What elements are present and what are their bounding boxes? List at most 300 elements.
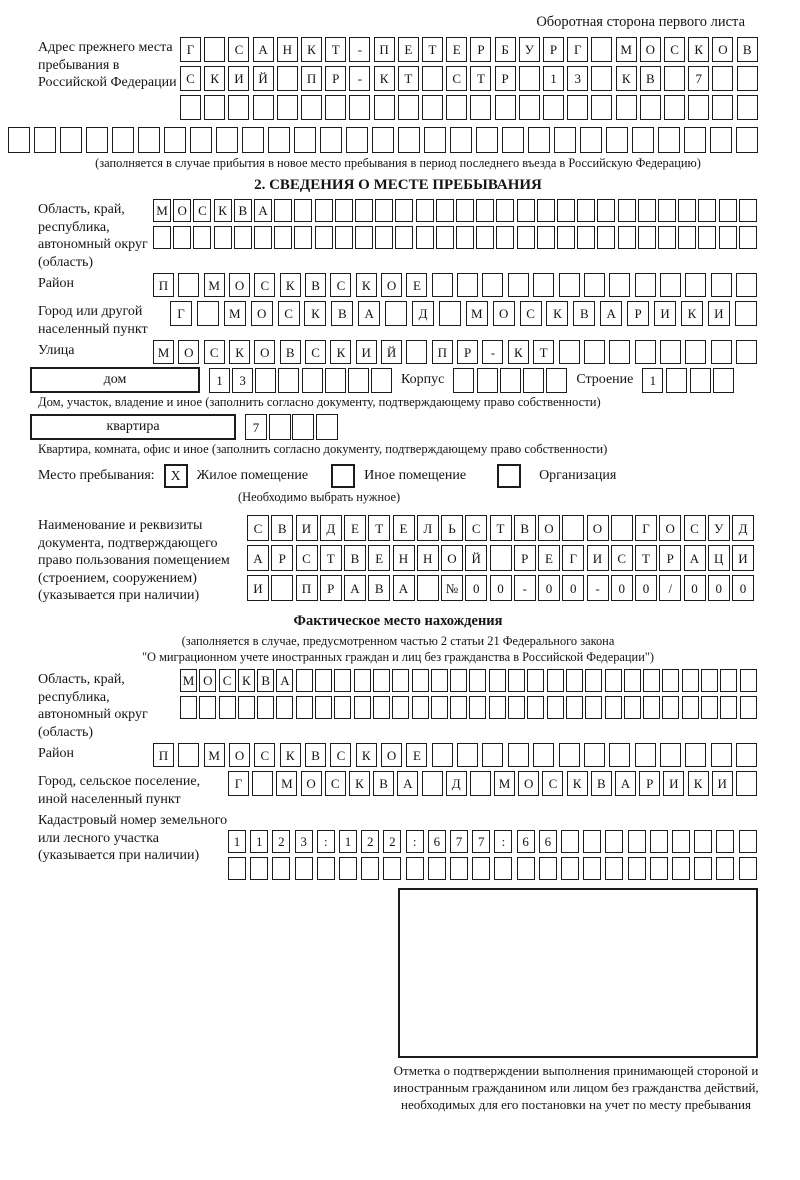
char-cell [685, 743, 706, 767]
char-cell [640, 95, 661, 120]
char-cell: В [514, 515, 536, 541]
char-cell [583, 857, 601, 880]
char-cell [257, 696, 274, 719]
char-cell: : [494, 830, 512, 853]
al-city-block [38, 771, 758, 808]
char-cell [453, 368, 474, 393]
region-block [38, 199, 758, 271]
char-cell: Е [344, 515, 366, 541]
char-cell [557, 226, 575, 249]
char-cell [385, 301, 407, 326]
char-cell [605, 857, 623, 880]
char-cell [422, 95, 443, 120]
char-cell: 1 [642, 368, 663, 393]
char-cell: В [737, 37, 758, 62]
char-cell: С [204, 340, 225, 364]
char-cell: К [567, 771, 588, 796]
char-cell: Г [567, 37, 588, 62]
char-cell [325, 368, 346, 393]
city-label: Город или другой населенный пункт [38, 304, 148, 337]
char-cell [664, 66, 685, 91]
char-cell [428, 857, 446, 880]
char-cell: А [684, 545, 706, 571]
char-cell [508, 273, 529, 297]
char-cell [643, 669, 660, 692]
char-cell: 7 [472, 830, 490, 853]
char-cell: К [204, 66, 225, 91]
char-cell: О [229, 743, 250, 767]
char-cell [539, 857, 557, 880]
char-cell [456, 226, 474, 249]
char-cell [624, 669, 641, 692]
char-cell [682, 669, 699, 692]
char-cell: Е [446, 37, 467, 62]
char-cell: В [305, 743, 326, 767]
char-cell [664, 95, 685, 120]
char-cell [517, 857, 535, 880]
char-cell [361, 857, 379, 880]
char-cell: Л [417, 515, 439, 541]
char-cell [666, 368, 687, 393]
char-cell [269, 414, 291, 440]
char-cell: Т [398, 66, 419, 91]
actual-location-note-2: "О миграционном учете иностранных граждан и лиц без гражданства в Российской Федерации") [141, 650, 655, 664]
char-cell: В [591, 771, 612, 796]
char-cell: К [356, 743, 377, 767]
char-cell: М [153, 199, 171, 222]
char-cell: : [406, 830, 424, 853]
char-cell [489, 669, 506, 692]
char-cell: К [356, 273, 377, 297]
char-cell [638, 226, 656, 249]
char-cell [180, 95, 201, 120]
char-cell [628, 857, 646, 880]
char-cell: А [276, 669, 293, 692]
char-cell [234, 226, 252, 249]
char-cell [635, 743, 656, 767]
char-cell [739, 830, 757, 853]
char-cell [315, 226, 333, 249]
char-cell: 7 [688, 66, 709, 91]
char-cell: И [708, 301, 730, 326]
al-city-label: Город, сельское поселение, иной населенный пункт [38, 774, 201, 807]
char-cell [277, 95, 298, 120]
char-cell: С [305, 340, 326, 364]
char-cell: А [247, 545, 269, 571]
char-cell [60, 127, 82, 153]
option-other-premises-label: Иное помещение [364, 468, 467, 483]
char-cell: Т [368, 515, 390, 541]
al-city-row [228, 771, 757, 796]
char-cell [678, 199, 696, 222]
char-cell: 3 [295, 830, 313, 853]
char-cell [672, 830, 690, 853]
char-cell: 6 [539, 830, 557, 853]
char-cell [495, 95, 516, 120]
char-cell [577, 226, 595, 249]
char-cell: 0 [562, 575, 584, 601]
char-cell [713, 368, 734, 393]
char-cell: 3 [567, 66, 588, 91]
char-cell [348, 368, 369, 393]
char-cell [375, 226, 393, 249]
char-cell [508, 743, 529, 767]
char-cell [632, 127, 654, 153]
char-cell: О [659, 515, 681, 541]
char-cell [584, 273, 605, 297]
char-cell: О [254, 340, 275, 364]
char-cell: Е [393, 515, 415, 541]
char-cell [446, 95, 467, 120]
char-cell: И [356, 340, 377, 364]
char-cell: И [732, 545, 754, 571]
char-cell: О [199, 669, 216, 692]
char-cell [86, 127, 108, 153]
char-cell [658, 226, 676, 249]
char-cell: С [465, 515, 487, 541]
char-cell [219, 696, 236, 719]
char-cell [346, 127, 368, 153]
char-cell [178, 743, 199, 767]
char-cell: Т [533, 340, 554, 364]
char-cell: Р [320, 575, 342, 601]
char-cell: С [684, 515, 706, 541]
char-cell [660, 340, 681, 364]
char-cell [566, 669, 583, 692]
char-cell [432, 273, 453, 297]
ownership-doc-block [38, 515, 758, 605]
char-cell: Г [635, 515, 657, 541]
char-cell: В [368, 575, 390, 601]
actual-location-title: Фактическое место нахождения [293, 613, 503, 629]
char-cell: О [229, 273, 250, 297]
char-cell: - [587, 575, 609, 601]
char-cell [372, 127, 394, 153]
char-cell: М [153, 340, 174, 364]
char-cell [450, 857, 468, 880]
char-cell: П [301, 66, 322, 91]
char-cell [523, 368, 544, 393]
char-cell: 0 [732, 575, 754, 601]
char-cell: В [640, 66, 661, 91]
prev-address-row-1 [180, 37, 758, 62]
char-cell [271, 575, 293, 601]
char-cell [650, 857, 668, 880]
char-cell [422, 771, 443, 796]
char-cell [398, 95, 419, 120]
char-cell [412, 696, 429, 719]
district-row [153, 273, 757, 297]
char-cell [228, 95, 249, 120]
cadastre-row-2 [228, 857, 757, 880]
char-cell [554, 127, 576, 153]
char-cell: Н [393, 545, 415, 571]
char-cell [561, 857, 579, 880]
korpus-label: Корпус [401, 372, 445, 387]
char-cell: Р [325, 66, 346, 91]
char-cell: В [331, 301, 353, 326]
char-cell [537, 199, 555, 222]
char-cell [584, 340, 605, 364]
char-cell [272, 857, 290, 880]
char-cell: М [224, 301, 246, 326]
region-row-1 [153, 199, 757, 222]
char-cell [527, 669, 544, 692]
stroenie-row [642, 368, 734, 393]
char-cell: Р [659, 545, 681, 571]
char-cell: С [278, 301, 300, 326]
char-cell [494, 857, 512, 880]
apartment-number-row [245, 414, 338, 440]
char-cell [658, 199, 676, 222]
char-cell [591, 66, 612, 91]
char-cell [294, 199, 312, 222]
char-cell: О [493, 301, 515, 326]
char-cell: А [397, 771, 418, 796]
option-residential-label: Жилое помещение [196, 468, 309, 483]
char-cell [736, 340, 757, 364]
char-cell [228, 857, 246, 880]
region-label: Область, край, республика, автономный округ (область) [38, 202, 148, 270]
char-cell: М [204, 743, 225, 767]
char-cell [197, 301, 219, 326]
char-cell [684, 127, 706, 153]
char-cell: 3 [232, 368, 253, 393]
char-cell [711, 743, 732, 767]
char-cell [395, 226, 413, 249]
char-cell [559, 743, 580, 767]
char-cell: 1 [250, 830, 268, 853]
char-cell [412, 669, 429, 692]
char-cell [618, 226, 636, 249]
char-cell [476, 127, 498, 153]
cadastre-rows [228, 830, 757, 884]
char-cell: Б [495, 37, 516, 62]
char-cell [294, 226, 312, 249]
char-cell: К [688, 771, 709, 796]
char-cell [274, 226, 292, 249]
confirmation-stamp-box [398, 888, 758, 1058]
char-cell [735, 301, 757, 326]
char-cell [424, 127, 446, 153]
char-cell [190, 127, 212, 153]
char-cell [716, 830, 734, 853]
char-cell: О [251, 301, 273, 326]
char-cell [482, 273, 503, 297]
char-cell: Й [253, 66, 274, 91]
char-cell: 0 [635, 575, 657, 601]
char-cell [701, 696, 718, 719]
char-cell [238, 696, 255, 719]
char-cell [737, 66, 758, 91]
char-cell [472, 857, 490, 880]
char-cell [373, 669, 390, 692]
char-cell: С [542, 771, 563, 796]
char-cell: - [482, 340, 503, 364]
char-cell: Д [732, 515, 754, 541]
char-cell [527, 696, 544, 719]
char-cell [469, 669, 486, 692]
char-cell: 0 [708, 575, 730, 601]
char-cell: Р [470, 37, 491, 62]
char-cell [585, 696, 602, 719]
stroenie-label: Строение [576, 372, 634, 387]
char-cell: В [280, 340, 301, 364]
char-cell: О [178, 340, 199, 364]
char-cell: Т [320, 545, 342, 571]
char-cell [268, 127, 290, 153]
char-cell: П [153, 743, 174, 767]
char-cell [173, 226, 191, 249]
char-cell [628, 830, 646, 853]
char-cell: А [615, 771, 636, 796]
char-cell [658, 127, 680, 153]
char-cell [533, 743, 554, 767]
prev-address-row-2 [180, 66, 758, 91]
char-cell [301, 95, 322, 120]
street-block [38, 340, 758, 364]
stay-type-label: Место пребывания: [38, 468, 155, 483]
char-cell: А [253, 37, 274, 62]
char-cell: И [228, 66, 249, 91]
char-cell: Т [422, 37, 443, 62]
char-cell: С [664, 37, 685, 62]
district-block [38, 273, 758, 297]
char-cell [450, 127, 472, 153]
char-cell [711, 273, 732, 297]
char-cell [609, 340, 630, 364]
char-cell: Г [562, 545, 584, 571]
char-cell: О [518, 771, 539, 796]
region-rows [153, 199, 757, 253]
char-cell [736, 743, 757, 767]
char-cell: О [381, 743, 402, 767]
char-cell: В [373, 771, 394, 796]
prev-address-block [38, 37, 758, 124]
char-cell [694, 857, 712, 880]
char-cell: Р [514, 545, 536, 571]
char-cell [562, 515, 584, 541]
char-cell: - [349, 37, 370, 62]
char-cell [193, 226, 211, 249]
char-cell: Г [228, 771, 249, 796]
char-cell [519, 66, 540, 91]
char-cell [720, 669, 737, 692]
region-row-2 [153, 226, 757, 249]
char-cell [701, 669, 718, 692]
checkbox-residential: X [164, 464, 188, 488]
char-cell [517, 226, 535, 249]
char-cell [698, 226, 716, 249]
char-cell [398, 127, 420, 153]
char-cell [672, 857, 690, 880]
char-cell: П [296, 575, 318, 601]
char-cell [660, 273, 681, 297]
char-cell: № [441, 575, 463, 601]
char-cell [508, 696, 525, 719]
prev-address-note: (заполняется в случае прибытия в новое место пребывания в период последнего въезда в Российскую Федерацию) [95, 156, 701, 170]
stay-type-note: (Необходимо выбрать нужное) [238, 490, 401, 504]
prev-address-row-3 [180, 95, 758, 120]
char-cell [736, 127, 758, 153]
char-cell [153, 226, 171, 249]
char-cell [635, 340, 656, 364]
char-cell: 1 [228, 830, 246, 853]
actual-location-note-1: (заполняется в случае, предусмотренном частью 2 статьи 21 Федерального закона [181, 634, 615, 648]
char-cell: А [358, 301, 380, 326]
cadastre-label: Кадастровый номер земельного или лесного участка (указывается при наличии) [38, 813, 228, 863]
char-cell [719, 226, 737, 249]
char-cell [643, 696, 660, 719]
char-cell [690, 368, 711, 393]
char-cell [180, 696, 197, 719]
house-type-box: дом [30, 367, 200, 393]
char-cell: С [219, 669, 236, 692]
char-cell: М [276, 771, 297, 796]
apartment-row [30, 414, 758, 440]
street-label: Улица [38, 343, 75, 358]
char-cell: Е [538, 545, 560, 571]
char-cell [476, 199, 494, 222]
char-cell [566, 696, 583, 719]
char-cell: - [514, 575, 536, 601]
char-cell [252, 771, 273, 796]
al-region-rows [180, 669, 757, 723]
char-cell [489, 696, 506, 719]
char-cell [662, 669, 679, 692]
char-cell [316, 414, 338, 440]
district-label: Район [38, 276, 74, 291]
char-cell [255, 368, 276, 393]
char-cell [325, 95, 346, 120]
char-cell [583, 830, 601, 853]
korpus-row [453, 368, 567, 393]
char-cell [295, 857, 313, 880]
char-cell [349, 95, 370, 120]
char-cell: С [254, 273, 275, 297]
char-cell: А [254, 199, 272, 222]
ownership-doc-row-1 [247, 515, 754, 541]
char-cell [334, 669, 351, 692]
apartment-note: Квартира, комната, офис и иное (заполнить согласно документу, подтверждающему право собственности) [38, 442, 608, 456]
char-cell: К [229, 340, 250, 364]
char-cell: С [247, 515, 269, 541]
char-cell: К [280, 273, 301, 297]
char-cell: П [153, 273, 174, 297]
city-block [38, 301, 758, 338]
char-cell: Т [635, 545, 657, 571]
char-cell [383, 857, 401, 880]
char-cell [277, 66, 298, 91]
char-cell [496, 199, 514, 222]
char-cell: Е [406, 273, 427, 297]
char-cell [624, 696, 641, 719]
char-cell [736, 771, 757, 796]
char-cell [559, 273, 580, 297]
char-cell: С [611, 545, 633, 571]
char-cell: 7 [450, 830, 468, 853]
char-cell [374, 95, 395, 120]
char-cell: В [271, 515, 293, 541]
char-cell: А [600, 301, 622, 326]
confirmation-note: Отметка о подтверждении выполнения принимающей стороной и иностранным гражданином или лицом без гражданства действий, необходимых для его постановки на учет по месту пребывания [393, 1063, 759, 1112]
char-cell [609, 273, 630, 297]
char-cell: 0 [465, 575, 487, 601]
char-cell: Д [446, 771, 467, 796]
char-cell: И [712, 771, 733, 796]
char-cell [650, 830, 668, 853]
char-cell [373, 696, 390, 719]
